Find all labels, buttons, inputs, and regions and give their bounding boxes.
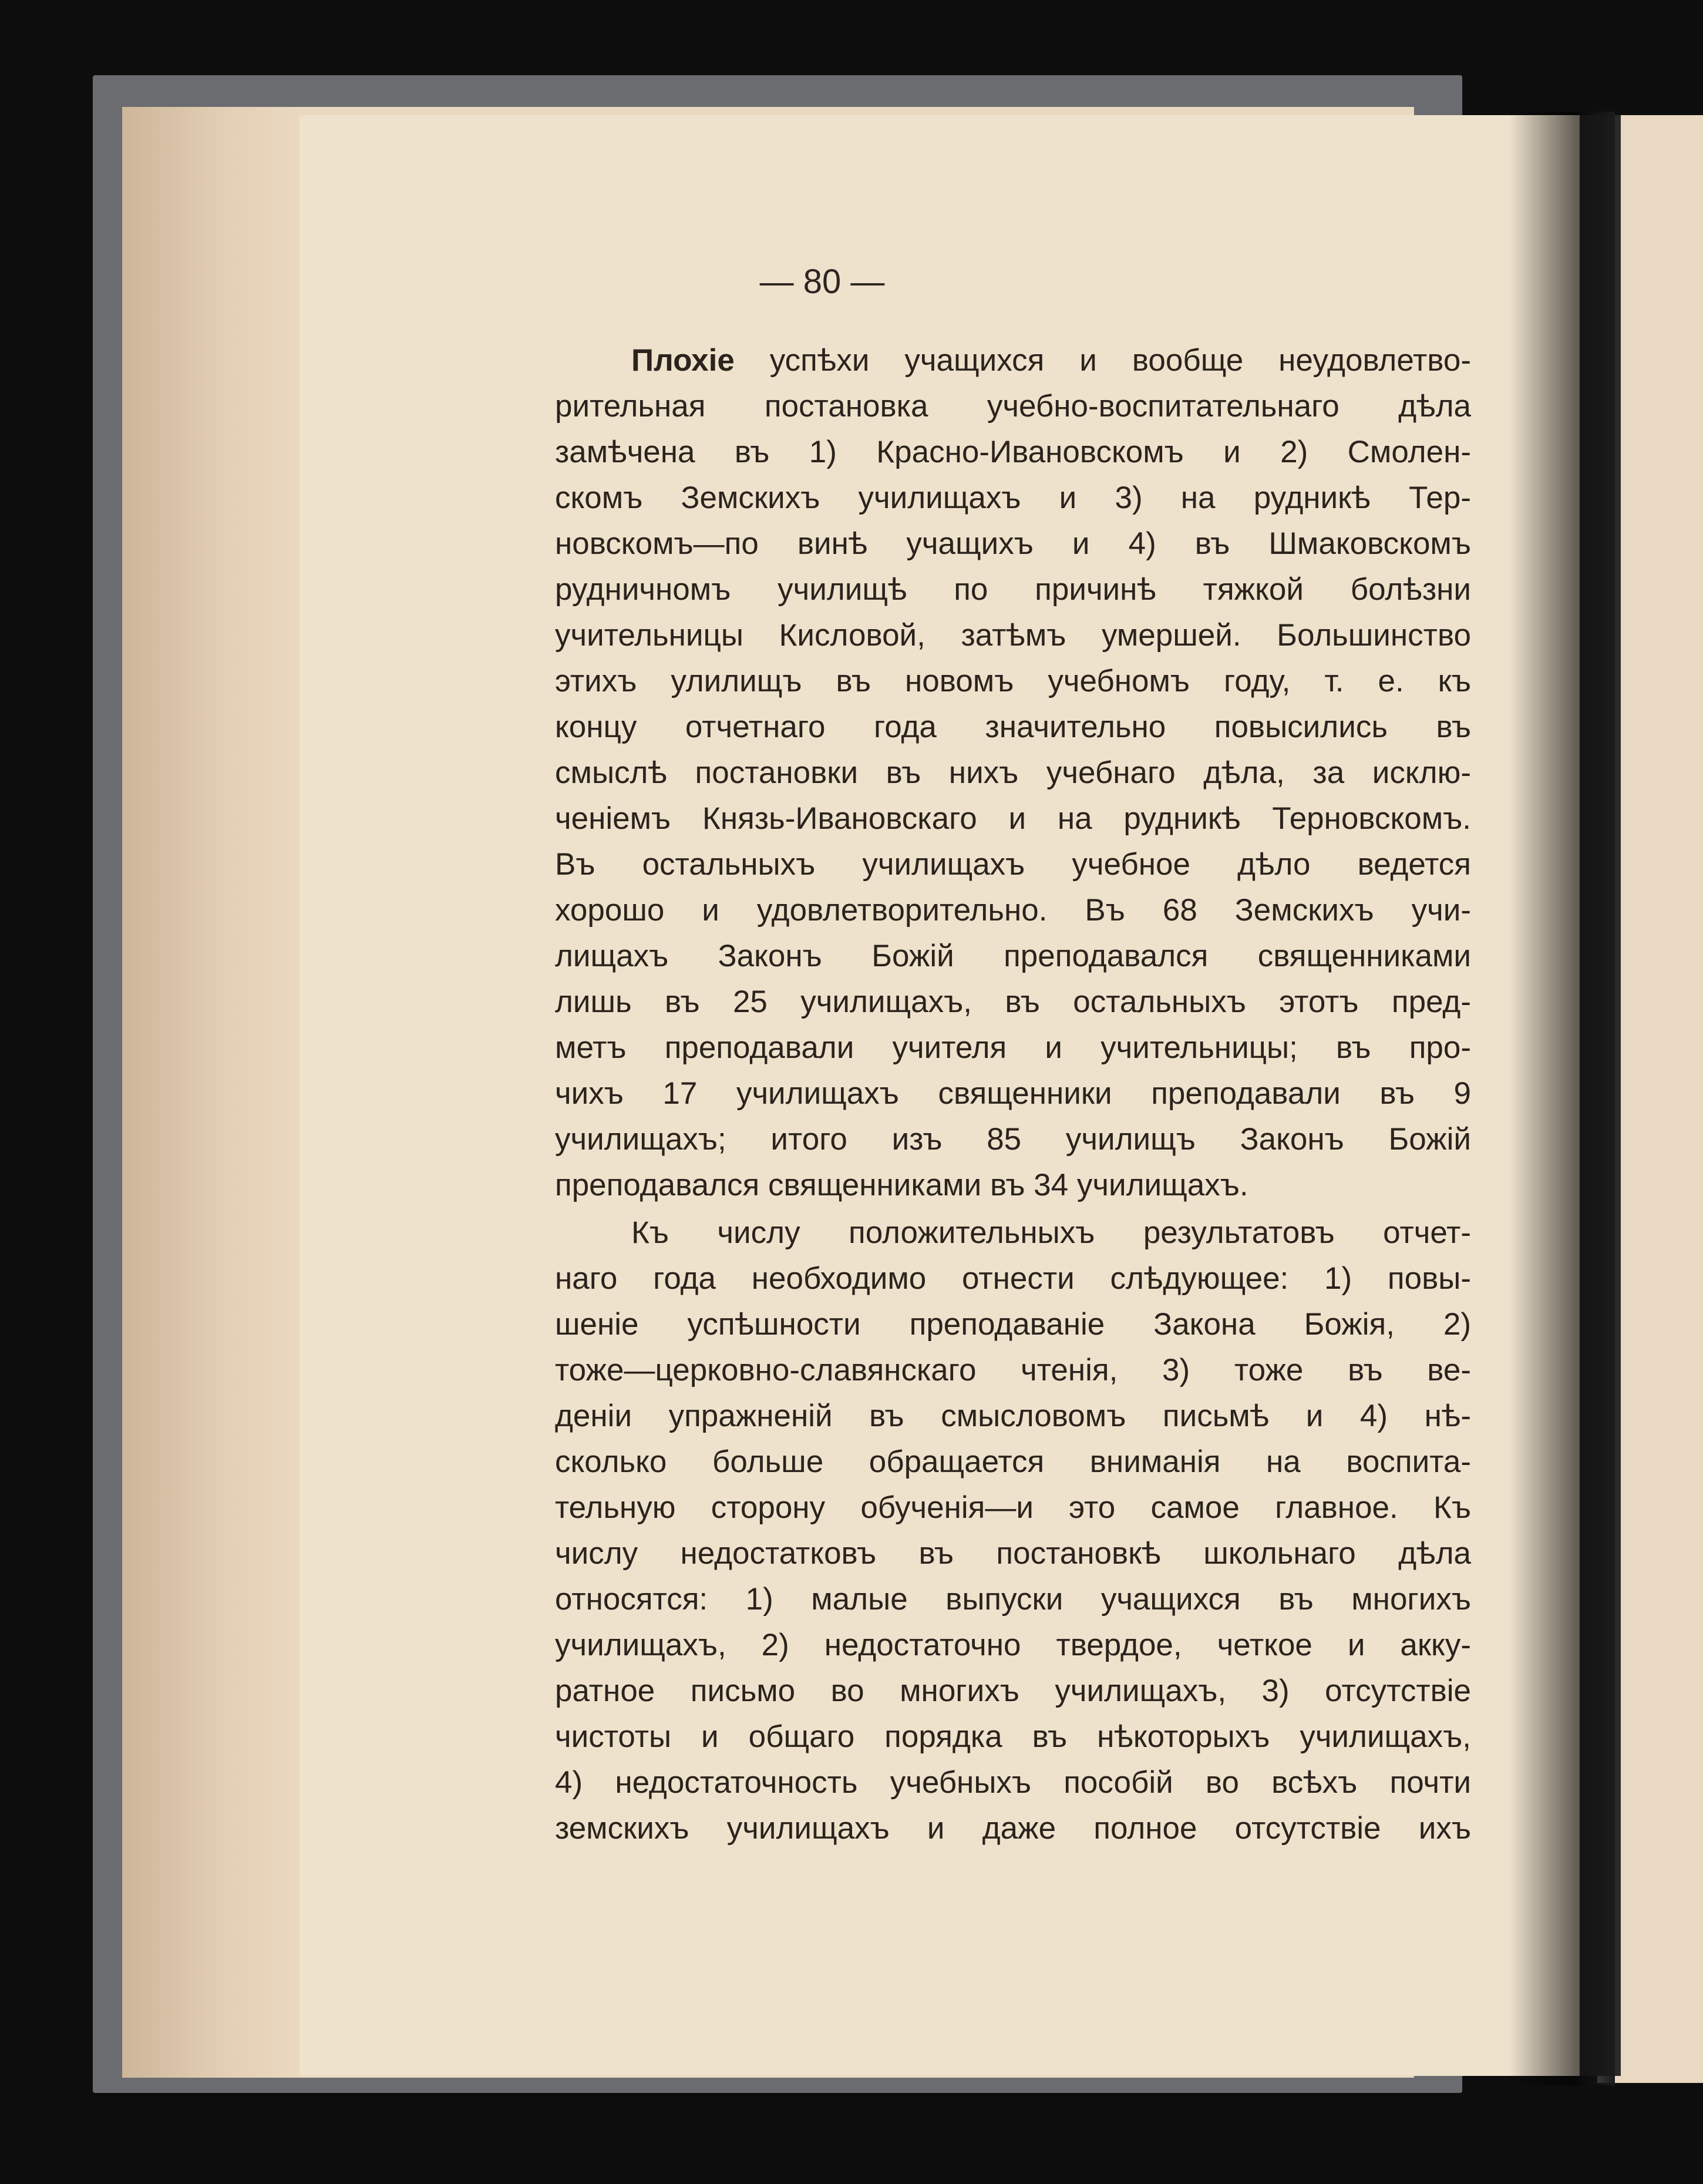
text-line: Плохіе успѣхи учащихся и вообще неудовлетво- [631,343,1471,378]
text-line: новскомъ—по винѣ учащихъ и 4) въ Шмаковскомъ [555,526,1471,561]
text-line: замѣчена въ 1) Красно-Ивановскомъ и 2) Смолен- [555,435,1471,469]
lead-word: Плохіе [631,343,735,378]
text-line: тоже—церковно-славянскаго чтенія, 3) тоже въ ве- [555,1353,1471,1387]
paragraph-2 [555,1210,1471,1852]
text-line: чихъ 17 училищахъ священники преподавали въ 9 [555,1076,1471,1111]
text-line: 4) недостаточность учебныхъ пособій во всѣхъ почти [555,1765,1471,1800]
text-line: рительная постановка учебно-воспитательнаго дѣла [555,389,1471,424]
text-line: наго года необходимо отнести слѣдующее: 1) повы- [555,1261,1471,1296]
text-line: училищахъ, 2) недостаточно твердое, четкое и акку- [555,1628,1471,1662]
text-line: Къ числу положительныхъ результатовъ отчет- [631,1215,1471,1250]
text-line: концу отчетнаго года значительно повысились въ [555,710,1471,744]
text-line: ратное письмо во многихъ училищахъ, 3) отсутствіе [555,1674,1471,1708]
text-line: хорошо и удовлетворительно. Въ 68 Земскихъ учи- [555,893,1471,928]
text-line: этихъ улилищъ въ новомъ учебномъ году, т. е. къ [555,664,1471,698]
text-line: рудничномъ училищѣ по причинѣ тяжкой болѣзни [555,572,1471,607]
text-line: тельную сторону обученія—и это самое главное. Къ [555,1490,1471,1525]
text-line: преподавался священниками въ 34 училищахъ. [555,1168,1248,1202]
text-line: скомъ Земскихъ училищахъ и 3) на рудникѣ Тер- [555,481,1471,515]
page-number: — 80 — [759,263,885,301]
text-line: сколько больше обращается вниманія на воспита- [555,1444,1471,1479]
text-line: лишь въ 25 училищахъ, въ остальныхъ этотъ пред- [555,985,1471,1019]
text-line: метъ преподавали учителя и учительницы; въ про- [555,1030,1471,1065]
text-line: учительницы Кисловой, затѣмъ умершей. Большинство [555,618,1471,653]
text-line: земскихъ училищахъ и даже полное отсутствіе ихъ [555,1811,1471,1846]
text-line: лищахъ Законъ Божій преподавался священниками [555,939,1471,973]
text-line: относятся: 1) малые выпуски учащихся въ многихъ [555,1582,1471,1617]
text-line: чистоты и общаго порядка въ нѣкоторыхъ училищахъ, [555,1719,1471,1754]
gutter-shadow [1509,112,1615,2085]
text-line: смыслѣ постановки въ нихъ учебнаго дѣла, за исклю- [555,755,1471,790]
text-line: училищахъ; итого изъ 85 училищъ Законъ Божій [555,1122,1471,1157]
text-line: ченіемъ Князь-Ивановскаго и на рудникѣ Терновскомъ. [555,801,1471,836]
paragraph-1 [555,338,1471,1208]
text-line: Въ остальныхъ училищахъ учебное дѣло ведется [555,847,1471,882]
text-line: шеніе успѣшности преподаваніе Закона Божія, 2) [555,1307,1471,1342]
text-line: деніи упражненій въ смысловомъ письмѣ и 4) нѣ- [555,1399,1471,1433]
text-line: числу недостатковъ въ постановкѣ школьнаго дѣла [555,1536,1471,1571]
